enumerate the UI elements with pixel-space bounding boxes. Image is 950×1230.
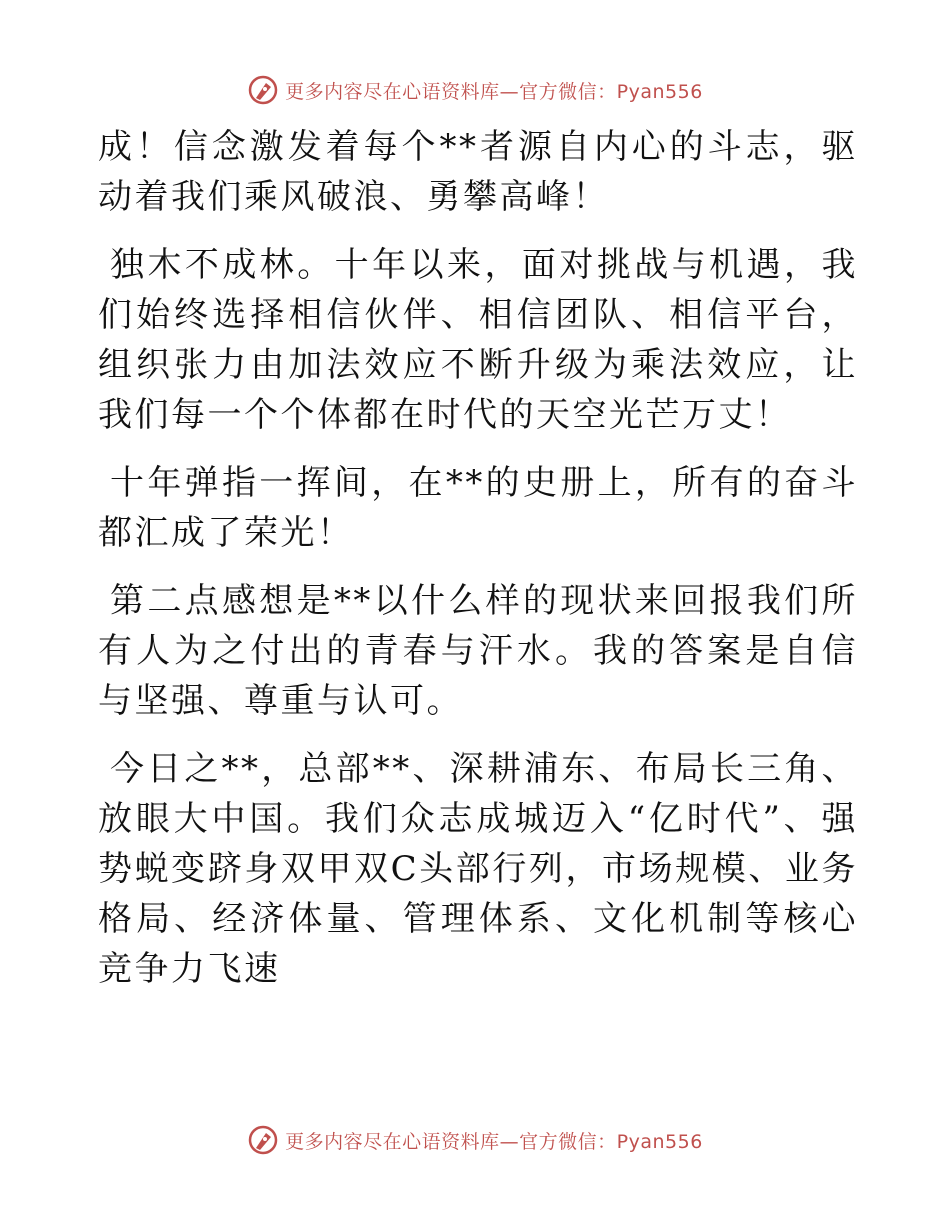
document-body bbox=[98, 122, 858, 1012]
pen-nib-circle-icon bbox=[247, 1124, 279, 1156]
header-banner-text: 更多内容尽在心语资料库—官方微信：Pyan556 bbox=[285, 80, 703, 103]
paragraph-3: 十年弹指一挥间，在**的史册上，所有的奋斗都汇成了荣光！ bbox=[98, 463, 858, 553]
footer-banner bbox=[0, 1120, 950, 1160]
paragraph-5: 今日之**，总部**、深耕浦东、布局长三角、放眼大中国。我们众志成城迈入“亿时代”、强势蜕变跻身双甲双C头部行列，市场规模、业务格局、经济体量、管理体系、文化机制等核心竞争力飞速 bbox=[98, 749, 858, 989]
pen-nib-circle-icon bbox=[247, 74, 279, 106]
paragraph-4: 第二点感想是**以什么样的现状来回报我们所有人为之付出的青春与汗水。我的答案是自信与坚强、尊重与认可。 bbox=[98, 581, 858, 721]
footer-banner-text: 更多内容尽在心语资料库—官方微信：Pyan556 bbox=[285, 1130, 703, 1153]
header-banner bbox=[0, 70, 950, 110]
paragraph-2: 独木不成林。十年以来，面对挑战与机遇，我们始终选择相信伙伴、相信团队、相信平台，组织张力由加法效应不断升级为乘法效应，让我们每一个个体都在时代的天空光芒万丈！ bbox=[98, 245, 858, 435]
paragraph-1: 成！信念激发着每个**者源自内心的斗志，驱动着我们乘风破浪、勇攀高峰！ bbox=[98, 127, 858, 217]
